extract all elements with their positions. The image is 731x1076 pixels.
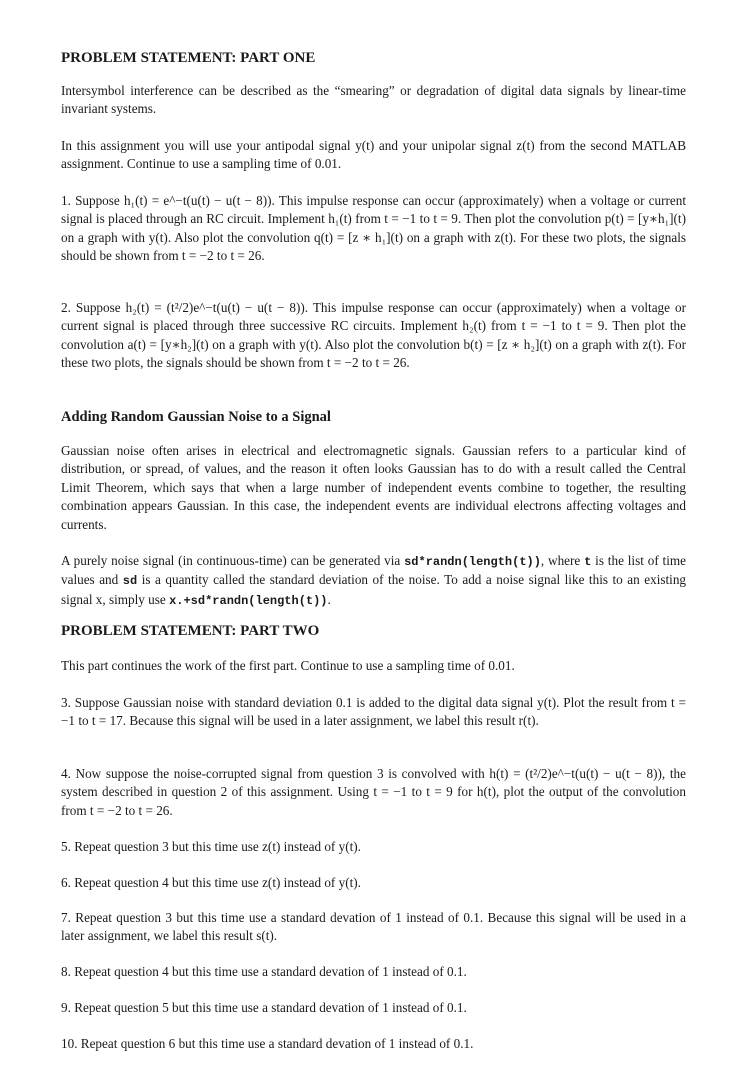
question-4: 4. Now suppose the noise-corrupted signal from question 3 is convolved with h(t) = (t²/2)e^−t(u(t) − u(t − 8)), the system described in question 2 of this assignment. Using t = −1 to t = 9 for h(t), plot the output of the convolution from t = −2 to t = 26.	[61, 766, 686, 818]
question-3: 3. Suppose Gaussian noise with standard deviation 0.1 is added to the digital data signal y(t). Plot the result from t = −1 to t = 17. Because this signal will be used in a later assignment, we label this result r(t).	[61, 695, 686, 729]
noise-text-c: is the list of time values and	[61, 553, 686, 588]
question-5: 5. Repeat question 3 but this time use z(t) instead of y(t).	[61, 839, 361, 854]
question-6: 6. Repeat question 4 but this time use z(t) instead of y(t).	[61, 875, 361, 890]
question-10: 10. Repeat question 6 but this time use a standard devation of 1 instead of 0.1.	[61, 1036, 474, 1051]
noise-code-t: t	[584, 555, 592, 569]
noise-paragraph-2	[61, 552, 686, 610]
noise-text-b: , where	[540, 553, 585, 568]
noise-code-2: x.+sd*randn(length(t))	[169, 593, 328, 608]
noise-text-e: .	[327, 591, 331, 607]
heading-part-one: PROBLEM STATEMENT: PART ONE	[61, 50, 316, 66]
question-1: 1. Suppose h₁(t) = e^−t(u(t) − u(t − 8)). This impulse response can occur (approximately) when a voltage or current signal is placed through an RC circuit. Implement h₁(t) from t = −1 to t = 9. Then plot the convolution p(t) = [y∗h₁](t) on a graph with y(t). Also plot the convolution q(t) = [z ∗ h₁](t) on a graph with z(t). For these two plots, the signals should be shown from t = −2 to t = 26.	[61, 193, 686, 264]
question-2: 2. Suppose h₂(t) = (t²/2)e^−t(u(t) − u(t − 8)). This impulse response can occur (approximately) when a voltage or current signal is placed through three successive RC circuits. Implement h₂(t) from t = −1 to t = 9. Then plot the convolution a(t) = [y∗h₂](t) on a graph with y(t). Also plot the convolution b(t) = [z ∗ h₂](t) on a graph with z(t). For these two plots, the signals should be shown from t = −2 to t = 26.	[61, 300, 686, 371]
heading-part-two: PROBLEM STATEMENT: PART TWO	[61, 623, 320, 639]
noise-code-1: sd*randn(length(t))	[404, 555, 541, 569]
question-7: 7. Repeat question 3 but this time use a standard devation of 1 instead of 0.1. Because this signal will be used in a later assignment, we label this result s(t).	[61, 910, 686, 944]
noise-text-a: A purely noise signal (in continuous-time) can be generated via	[61, 553, 405, 568]
part-two-intro: This part continues the work of the first part. Continue to use a sampling time of 0.01.	[61, 658, 515, 673]
noise-paragraph-1: Gaussian noise often arises in electrical and electromagnetic signals. Gaussian refers to a particular kind of distribution, or spread, of values, and the reason it often looks Gaussian has to do with a result called the Central Limit Theorem, which says that when a large number of independent events combine to together, the resulting combination appears Gaussian. In this case, the independent events are individual electrons affecting voltages and currents.	[61, 443, 686, 532]
noise-text-d: is a quantity called the standard deviation of the noise. To add a noise signal like this to an existing signal x, simply use	[61, 572, 687, 607]
intro-signals-paragraph: In this assignment you will use your antipodal signal y(t) and your unipolar signal z(t) from the second MATLAB assignment. Continue to use a sampling time of 0.01.	[61, 138, 686, 172]
question-8: 8. Repeat question 4 but this time use a standard devation of 1 instead of 0.1.	[61, 964, 467, 979]
intro-isi-paragraph: Intersymbol interference can be described as the “smearing” or degradation of digital data signals by linear-time invariant systems.	[61, 83, 686, 117]
noise-code-sd: sd	[122, 574, 138, 589]
heading-noise: Adding Random Gaussian Noise to a Signal	[61, 409, 331, 425]
question-9: 9. Repeat question 5 but this time use a standard devation of 1 instead of 0.1.	[61, 1000, 467, 1015]
